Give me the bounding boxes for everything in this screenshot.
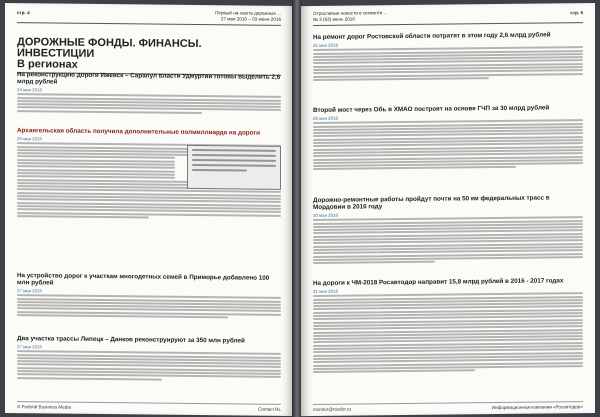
pull-quote bbox=[187, 145, 281, 190]
article-date: 31 мая 2016 bbox=[313, 288, 338, 294]
article-heading: Архангельская область получила дополнительные полмиллиарда на дороги bbox=[17, 127, 260, 137]
article-3 bbox=[17, 266, 281, 320]
article-5 bbox=[313, 25, 583, 82]
article-heading: На ремонт дорог Ростовской области потратят в этом году 2,6 млрд рублей bbox=[313, 31, 551, 41]
article-body bbox=[17, 93, 281, 114]
article-body bbox=[17, 350, 281, 381]
article-date: 24 мая 2016 bbox=[17, 87, 42, 93]
page-number: стр. 4 bbox=[17, 10, 30, 16]
footer-email: monitor@rosdor.ru bbox=[313, 406, 352, 412]
article-body bbox=[17, 294, 281, 319]
footer-publisher: Информационная компания «Росавтодор» bbox=[491, 404, 583, 411]
left-page bbox=[5, 3, 293, 416]
article-6 bbox=[313, 98, 583, 172]
running-header: Первый на-газета дорожные ... 27 мая 2016 – 03 июня 2016 bbox=[215, 10, 281, 22]
article-8 bbox=[313, 271, 583, 374]
article-body bbox=[313, 292, 583, 373]
article-date: 27 мая 2016 bbox=[17, 344, 42, 350]
footer-contact: Contact RL bbox=[258, 406, 281, 412]
article-date: 30 мая 2016 bbox=[313, 212, 338, 218]
article-4 bbox=[17, 329, 281, 383]
article-body bbox=[313, 216, 583, 264]
article-date: 25 мая 2016 bbox=[313, 42, 338, 48]
right-page-header bbox=[313, 8, 583, 26]
running-header: Отраслевые новости в сегменте ... № 3 (63) июнь 2016 bbox=[313, 10, 388, 22]
article-body bbox=[313, 46, 583, 80]
right-page bbox=[301, 3, 595, 416]
article-7 bbox=[313, 188, 583, 265]
article-date: 26 мая 2016 bbox=[17, 136, 42, 142]
article-date: 26 мая 2016 bbox=[313, 115, 338, 121]
footer-publisher: © Federal Business Media bbox=[17, 404, 71, 410]
article-date: 27 мая 2016 bbox=[17, 288, 42, 294]
article-heading: На реконструкцию дороги Ижевск – Сарапул власти Удмуртии готовы выделить 2,6 млрд рублей bbox=[17, 71, 281, 86]
article-heading: На устройство дорог к участкам многодетных семей в Приморье добавлено 100 млн рублей bbox=[17, 272, 270, 287]
section-title: ДОРОЖНЫЕ ФОНДЫ. ФИНАНСЫ. ИНВЕСТИЦИИ В регионах bbox=[17, 37, 281, 76]
article-heading: На дороги к ЧМ-2018 Росавтодор направит 15,8 млрд рублей в 2016 - 2017 годах bbox=[313, 277, 564, 287]
left-page-footer bbox=[17, 401, 281, 412]
article-heading: Дорожно-ремонтные работы пройдут почти на 50 км федеральных трасс в Мордовии в 2016 году bbox=[313, 194, 550, 211]
right-page-footer bbox=[313, 401, 583, 412]
article-heading: Два участка трассы Липецк – Данков реконструируют за 350 млн рублей bbox=[17, 335, 245, 345]
article-body bbox=[313, 119, 583, 170]
article-heading: Второй мост через Обь в ХМАО построят на основе ГЧП за 30 млрд рублей bbox=[313, 104, 550, 114]
page-number: стр. 5 bbox=[570, 10, 583, 16]
article-1 bbox=[17, 65, 281, 116]
left-page-header bbox=[17, 8, 281, 26]
